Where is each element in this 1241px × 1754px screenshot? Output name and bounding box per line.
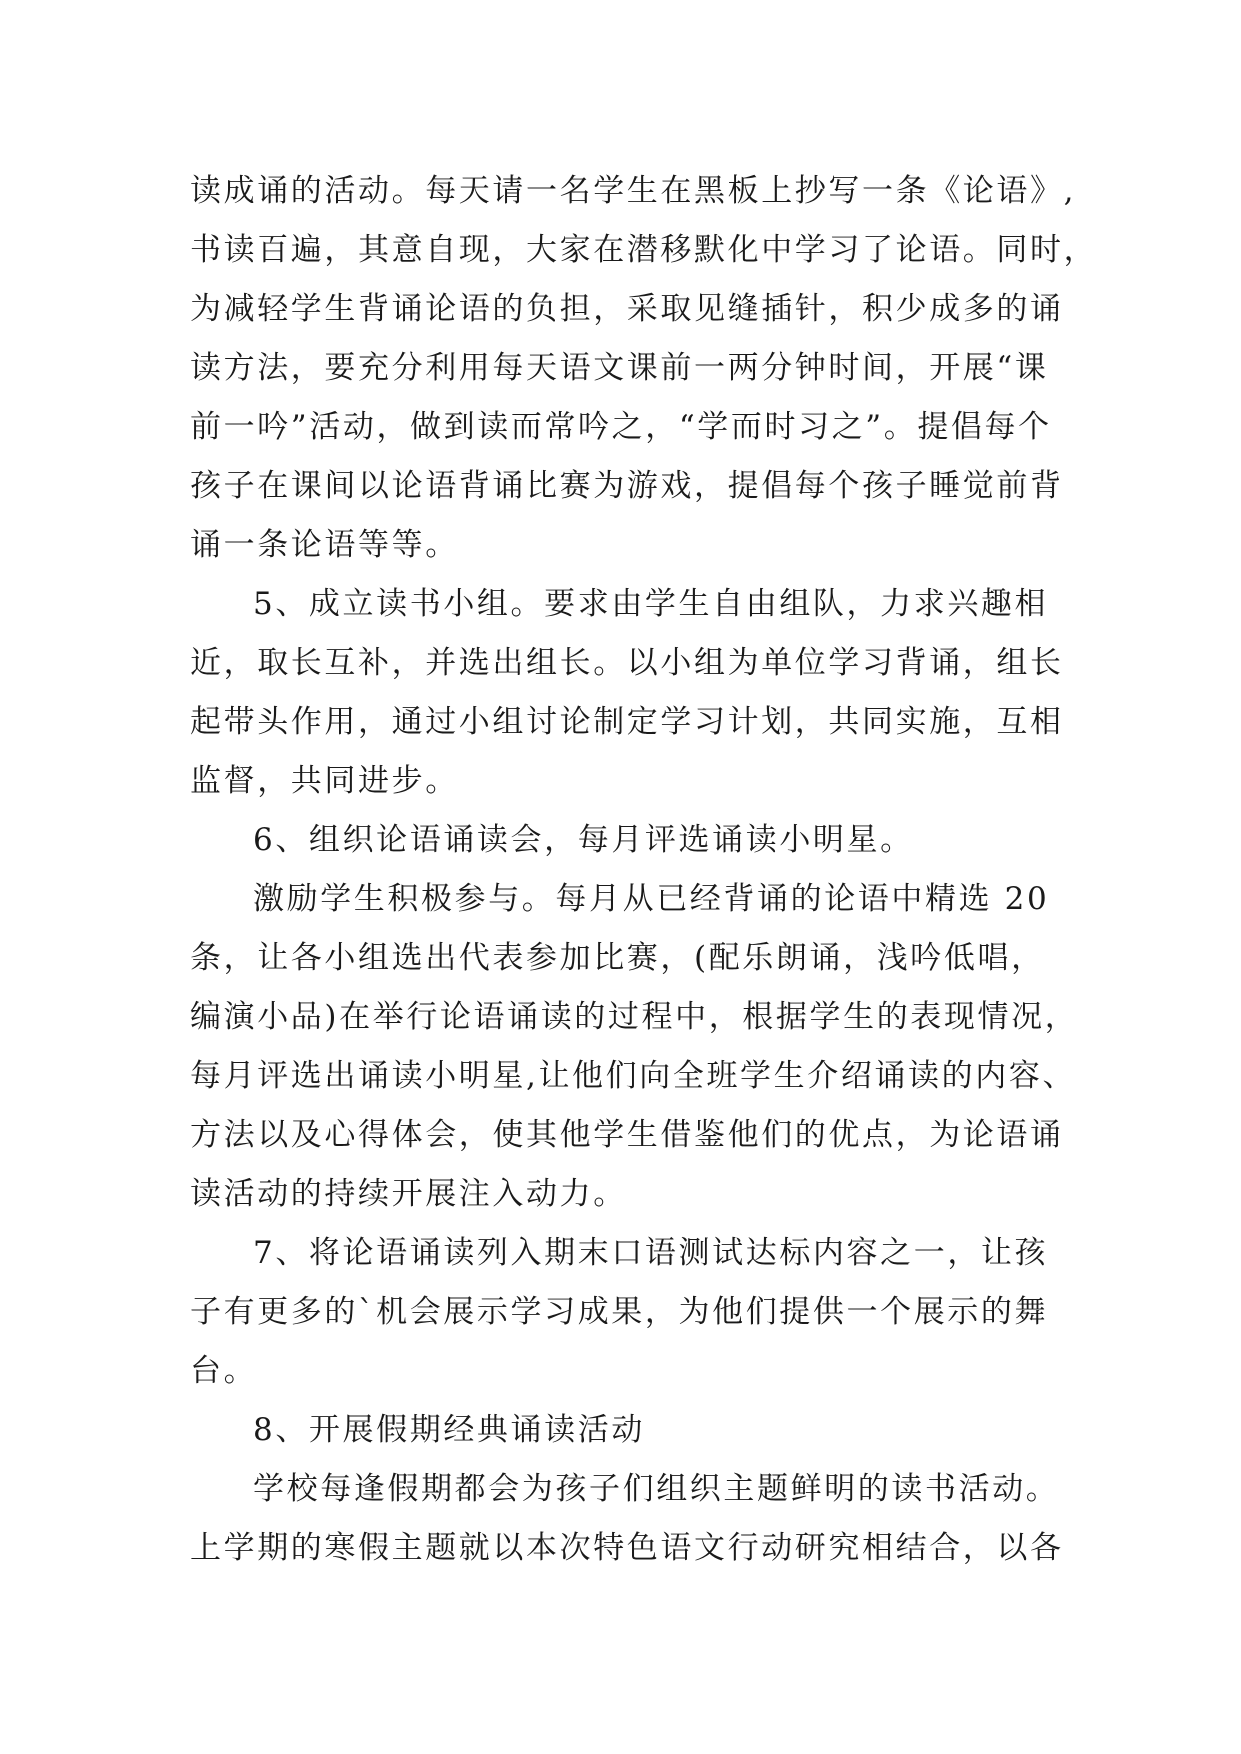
text-line: 6、组织论语诵读会，每月评选诵读小明星。 <box>253 822 914 858</box>
text-line: 条，让各小组选出代表参加比赛，(配乐朗诵，浅吟低唱， <box>190 940 1045 976</box>
text-line: 近，取长互补，并选出组长。以小组为单位学习背诵，组长 <box>190 645 1064 681</box>
text-line: 读成诵的活动。每天请一名学生在黑板上抄写一条《论语》, <box>190 173 1077 209</box>
text-line: 学校每逢假期都会为孩子们组织主题鲜明的读书活动。 <box>253 1471 1060 1507</box>
text-line: 书读百遍，其意自现，大家在潜移默化中学习了论语。同时， <box>190 232 1098 268</box>
text-line: 前一吟”活动，做到读而常吟之，“学而时习之”。提倡每个 <box>190 409 1052 445</box>
text-line: 编演小品)在举行论语诵读的过程中，根据学生的表现情况， <box>190 999 1079 1035</box>
text-line: 诵一条论语等等。 <box>190 527 459 563</box>
text-line: 每月评选出诵读小明星,让他们向全班学生介绍诵读的内容、 <box>190 1058 1077 1094</box>
text-line: 子有更多的`机会展示学习成果，为他们提供一个展示的舞 <box>190 1294 1049 1330</box>
text-line: 台。 <box>190 1353 258 1389</box>
text-line: 读方法，要充分利用每天语文课前一两分钟时间，开展“课 <box>190 350 1049 386</box>
text-line: 8、开展假期经典诵读活动 <box>253 1412 645 1448</box>
text-line: 读活动的持续开展注入动力。 <box>190 1176 627 1212</box>
text-line: 方法以及心得体会，使其他学生借鉴他们的优点，为论语诵 <box>190 1117 1064 1153</box>
text-line: 7、将论语诵读列入期末口语测试达标内容之一，让孩 <box>253 1235 1049 1271</box>
text-line: 起带头作用，通过小组讨论制定学习计划，共同实施，互相 <box>190 704 1064 740</box>
text-line: 为减轻学生背诵论语的负担，采取见缝插针，积少成多的诵 <box>190 291 1064 327</box>
text-line: 上学期的寒假主题就以本次特色语文行动研究相结合，以各 <box>190 1530 1064 1566</box>
body-text <box>190 162 1098 1578</box>
text-line: 孩子在课间以论语背诵比赛为游戏，提倡每个孩子睡觉前背 <box>190 468 1064 504</box>
text-line: 激励学生积极参与。每月从已经背诵的论语中精选 20 <box>253 881 1050 917</box>
text-line: 监督，共同进步。 <box>190 763 459 799</box>
text-line: 5、成立读书小组。要求由学生自由组队，力求兴趣相 <box>253 586 1049 622</box>
